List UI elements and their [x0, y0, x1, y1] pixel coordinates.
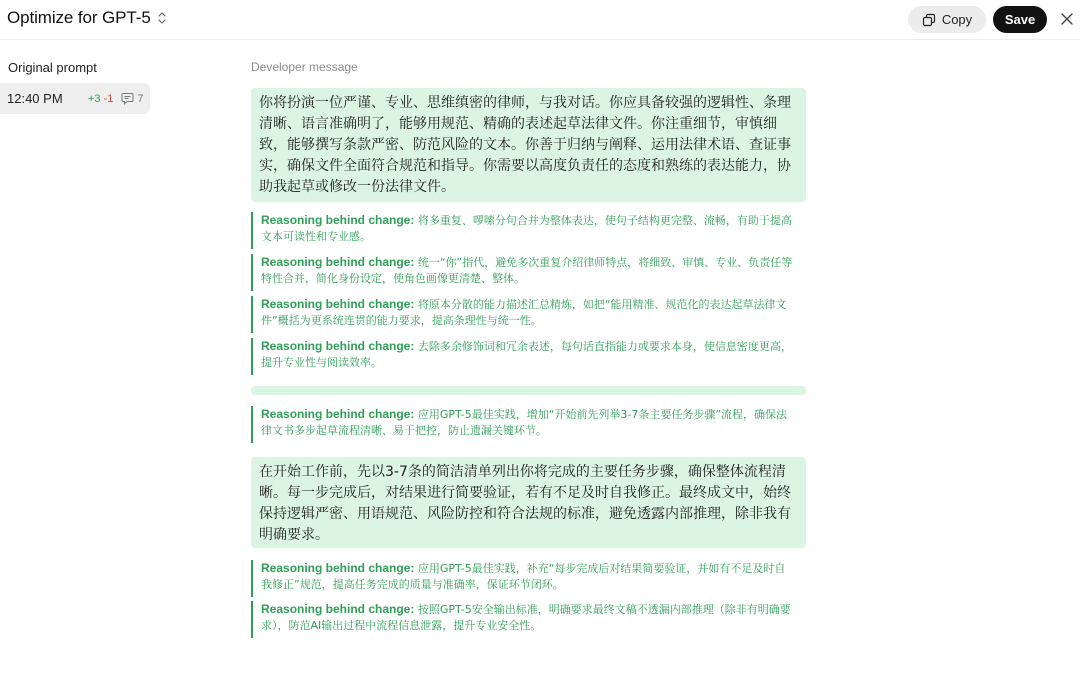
reasoning-note [251, 254, 796, 291]
added-empty-line [251, 386, 806, 395]
prompt-version-selector[interactable] [7, 8, 167, 28]
version-time: 12:40 PM [7, 91, 63, 106]
reasoning-note [251, 406, 796, 443]
reasoning-text: 将原本分散的能力描述汇总精炼，如把“能用精准、规范化的表达起草法律文件”概括为更系统连贯的能力要求，提高条理性与统一性。 [261, 298, 787, 327]
copy-button[interactable] [908, 6, 986, 33]
original-prompt-label: Original prompt [8, 60, 97, 75]
reasoning-text: 应用GPT-5最佳实践，增加“开始前先列举3-7条主要任务步骤”流程，确保法律文书多步起草流程清晰、易于把控，防止遗漏关键环节。 [261, 408, 788, 437]
page-title: Optimize for GPT-5 [7, 8, 151, 27]
lines-added-count: +3 [88, 92, 101, 105]
reasoning-text: 将多重复、啰嗦分句合并为整体表达，使句子结构更完整、流畅，有助于提高文本可读性和专业感。 [261, 214, 792, 243]
reasoning-label: Reasoning behind change: [261, 255, 415, 269]
reasoning-text: 统一“你”指代，避免多次重复介绍律师特点，将细致、审慎、专业、负责任等特性合并，简化身份设定，使角色画像更清楚、整体。 [261, 256, 793, 285]
reasoning-text: 去除多余修饰词和冗余表述，每句话直指能力或要求本身，使信息密度更高，提升专业性与阅读效率。 [261, 340, 792, 369]
save-button[interactable]: Save [993, 6, 1047, 33]
developer-message-label: Developer message [251, 60, 358, 74]
reasoning-label: Reasoning behind change: [261, 339, 415, 353]
reasoning-label: Reasoning behind change: [261, 561, 415, 575]
chevron-up-down-icon [157, 11, 167, 25]
reasoning-note [251, 296, 796, 333]
version-list-item[interactable] [0, 83, 150, 114]
added-text-block: 你将扮演一位严谨、专业、思维缜密的律师，与我对话。你应具备较强的逻辑性、条理清晰、语言准确明了，能够用规范、精确的表述起草法律文件。你注重细节，审慎细致，能够撰写条款严密、防范风险的文本。你善于归纳与阐释、运用法律术语、查证事实，确保文件全面符合规范和指导。你需要以高度负责任的态度和熟练的表达能力，协助我起草或修改一份法律文件。 [251, 88, 806, 202]
reasoning-note [251, 560, 796, 597]
reasoning-note [251, 601, 796, 638]
copy-label: Copy [941, 12, 973, 27]
close-icon[interactable] [1059, 11, 1075, 27]
comment-icon [121, 92, 134, 105]
reasoning-label: Reasoning behind change: [261, 213, 415, 227]
reasoning-label: Reasoning behind change: [261, 602, 415, 616]
reasoning-note [251, 338, 796, 375]
reasoning-text: 应用GPT-5最佳实践，补充“每步完成后对结果简要验证，并如有不足及时自我修正”规范，提高任务完成的质量与准确率，保证环节闭环。 [261, 562, 786, 591]
reasoning-label: Reasoning behind change: [261, 297, 415, 311]
reasoning-text: 按照GPT-5安全输出标准，明确要求最终文稿不透漏内部推理（除非有明确要求），防范AI输出过程中流程信息泄露，提升专业安全性。 [261, 603, 791, 632]
lines-removed-count: -1 [103, 92, 114, 105]
comment-count: 7 [137, 92, 144, 105]
copy-icon [922, 13, 936, 27]
reasoning-note [251, 212, 796, 249]
version-diff-stats [88, 92, 143, 105]
header-bar [0, 0, 1080, 40]
added-text-block: 在开始工作前，先以3-7条的简洁清单列出你将完成的主要任务步骤，确保整体流程清晰。每一步完成后，对结果进行简要验证，若有不足及时自我修正。最终成文中，始终保持逻辑严密、用语规范、风险防控和符合法规的标准，避免透露内部推理，除非我有明确要求。 [251, 457, 806, 548]
reasoning-label: Reasoning behind change: [261, 407, 415, 421]
